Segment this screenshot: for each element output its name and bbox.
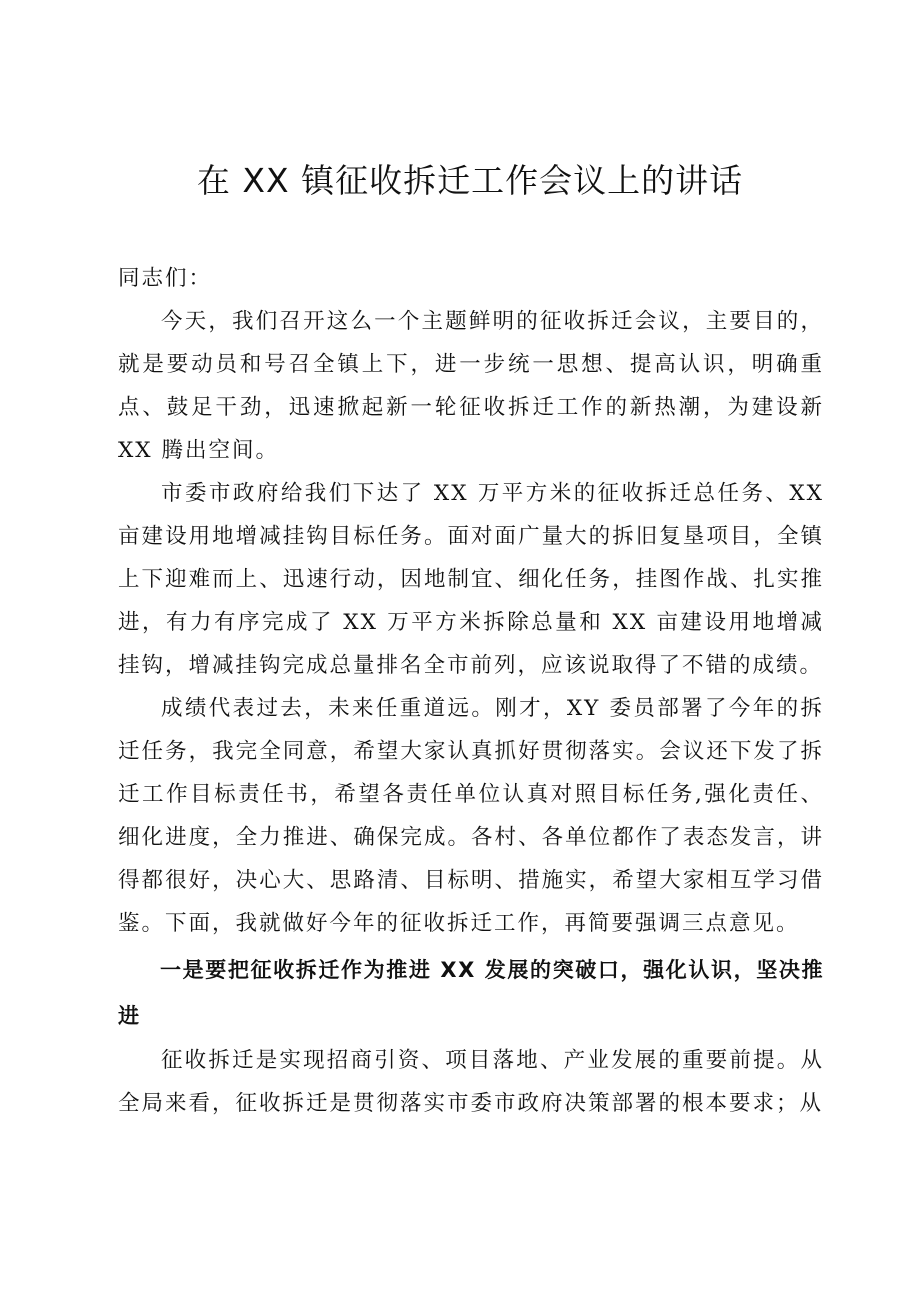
document-body [118,257,824,1125]
paragraph-section-1: 征收拆迁是实现招商引资、项目落地、产业发展的重要前提。从全局来看，征收拆迁是贯彻落实市委市政府决策部署的根本要求；从 [118,1048,824,1116]
section-heading-1: 一是要把征收拆迁作为推进 XX 发展的突破口，强化认识，坚决推进 [118,958,824,1028]
paragraph-outlook: 成绩代表过去，未来任重道远。刚才，XY 委员部署了今年的拆迁任务，我完全同意，希望大家认真抓好贯彻落实。会议还下发了拆迁工作目标责任书，希望各责任单位认真对照目标任务,强化责任、细化进度，全力推进、确保完成。各村、各单位都作了表态发言，讲得都很好，决心大、思路清、目标明、措施实，希望大家相互学习借鉴。下面，我就做好今年的征收拆迁工作，再简要强调三点意见。 [118,696,824,936]
document-title: 在 XX 镇征收拆迁工作会议上的讲话 [196,161,744,200]
salutation: 同志们： [118,266,213,291]
paragraph-achievements: 市委市政府给我们下达了 XX 万平方米的征收拆迁总任务、XX 亩建设用地增减挂钩目标任务。面对面广量大的拆旧复垦项目，全镇上下迎难而上、迅速行动，因地制宜、细化任务，挂图作战、扎实推进，有力有序完成了 XX 万平方米拆除总量和 XX 亩建设用地增减挂钩，增减挂钩完成总量排名全市前列，应该说取得了不错的成绩。 [118,481,824,678]
paragraph-opening: 今天，我们召开这么一个主题鲜明的征收拆迁会议，主要目的，就是要动员和号召全镇上下，进一步统一思想、提高认识，明确重点、鼓足干劲，迅速掀起新一轮征收拆迁工作的新热潮，为建设新 XX 腾出空间。 [118,309,824,463]
